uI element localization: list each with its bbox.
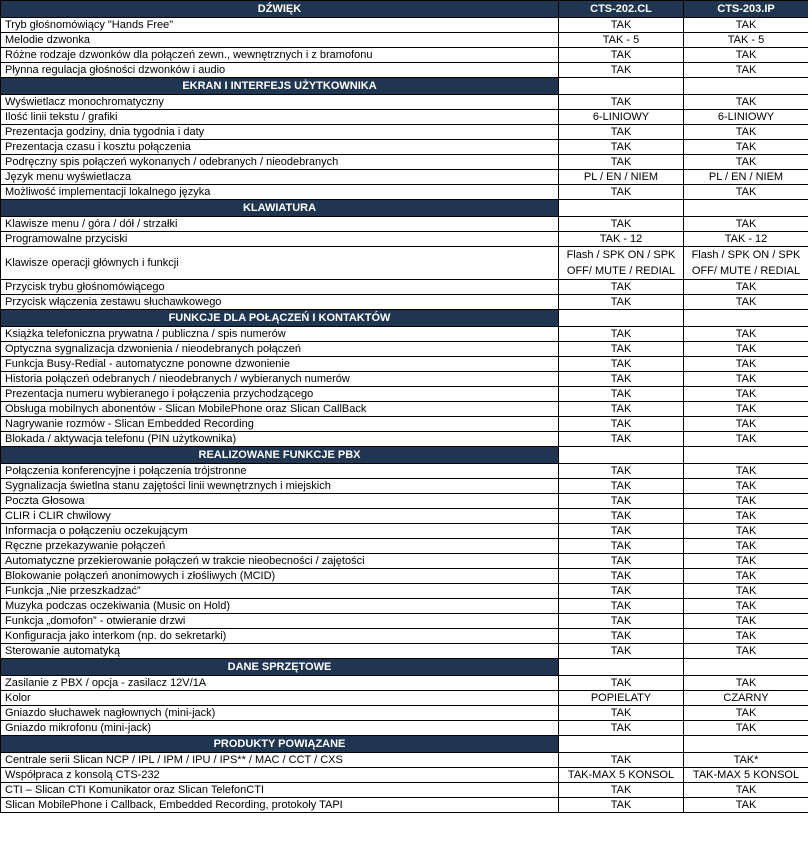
table-row [1,569,808,584]
cts-202-value: TAK [559,614,684,629]
feature-label: Współpraca z konsolą CTS-232 [1,768,559,783]
cts-202-value: TAK [559,783,684,798]
section-title: KLAWIATURA [1,200,559,217]
cts-202-value: TAK [559,140,684,155]
cts-203-value: TAK [684,280,808,295]
table-row [1,599,808,614]
feature-label: Klawisze menu / góra / dół / strzałki [1,217,559,232]
table-row [1,768,808,783]
column-header: CTS-203.IP [684,1,808,18]
cts-202-value: TAK [559,417,684,432]
table-row [1,140,808,155]
feature-label: Możliwość implementacji lokalnego języka [1,185,559,200]
section-title: PRODUKTY POWIĄZANE [1,736,559,753]
cts-202-value: TAK [559,432,684,447]
cts-203-value: Flash / SPK ON / SPK OFF/ MUTE / REDIAL [684,247,808,280]
cts-203-value: TAK [684,509,808,524]
cts-203-value: TAK [684,706,808,721]
cts-202-value: TAK [559,402,684,417]
feature-label: Poczta Głosowa [1,494,559,509]
cts-202-value: TAK [559,185,684,200]
table-row [1,753,808,768]
cts-202-value: TAK [559,584,684,599]
empty-header-cell [559,310,684,327]
feature-label: Kolor [1,691,559,706]
cts-203-value: TAK-MAX 5 KONSOL [684,768,808,783]
feature-label: Informacja o połączeniu oczekującym [1,524,559,539]
cts-202-value: 6-LINIOWY [559,110,684,125]
column-header: CTS-202.CL [559,1,684,18]
cts-203-value: TAK [684,48,808,63]
table-row [1,509,808,524]
cts-202-value: TAK [559,357,684,372]
cts-203-value: TAK [684,539,808,554]
cts-203-value: TAK [684,295,808,310]
feature-label: Połączenia konferencyjne i połączenia trójstronne [1,464,559,479]
cts-203-value: TAK - 5 [684,33,808,48]
section-header [1,1,808,18]
cts-202-value: TAK [559,18,684,33]
section-header [1,736,808,753]
table-row [1,524,808,539]
cts-202-value: TAK [559,629,684,644]
feature-label: Slican MobilePhone i Callback, Embedded Recording, protokoły TAPI [1,798,559,813]
cts-202-value: TAK [559,327,684,342]
cts-202-value: TAK [559,387,684,402]
cts-203-value: TAK [684,217,808,232]
feature-label: Muzyka podczas oczekiwania (Music on Hold) [1,599,559,614]
empty-header-cell [684,200,808,217]
feature-label: Podręczny spis połączeń wykonanych / odebranych / nieodebranych [1,155,559,170]
cts-203-value: TAK [684,417,808,432]
table-row [1,584,808,599]
feature-label: Płynna regulacja głośności dzwonków i audio [1,63,559,78]
cts-203-value: TAK [684,432,808,447]
cts-203-value: TAK [684,372,808,387]
spec-table-body [1,1,808,813]
cts-202-value: TAK [559,554,684,569]
cts-202-value: TAK [559,524,684,539]
table-row [1,554,808,569]
feature-label: Wyświetlacz monochromatyczny [1,95,559,110]
cts-203-value: TAK [684,95,808,110]
feature-label: CTI – Slican CTI Komunikator oraz Slican TelefonCTI [1,783,559,798]
cts-203-value: TAK [684,155,808,170]
feature-label: Konfiguracja jako interkom (np. do sekretarki) [1,629,559,644]
feature-label: Obsługa mobilnych abonentów - Slican MobilePhone oraz Slican CallBack [1,402,559,417]
cts-203-value: TAK [684,18,808,33]
feature-label: Język menu wyświetlacza [1,170,559,185]
table-row [1,614,808,629]
cts-202-value: TAK [559,280,684,295]
feature-label: Klawisze operacji głównych i funkcji [1,247,559,280]
cts-202-value: PL / EN / NIEM [559,170,684,185]
cts-202-value: TAK [559,155,684,170]
cts-203-value: TAK [684,140,808,155]
cts-202-value: TAK [559,509,684,524]
cts-202-value: TAK [559,599,684,614]
table-row [1,110,808,125]
feature-label: Funkcja „Nie przeszkadzać” [1,584,559,599]
cts-202-value: TAK [559,753,684,768]
feature-label: Funkcja Busy-Redial - automatyczne ponowne dzwonienie [1,357,559,372]
cts-202-value: TAK [559,479,684,494]
empty-header-cell [559,78,684,95]
empty-header-cell [684,659,808,676]
cts-203-value: CZARNY [684,691,808,706]
cts-203-value: TAK [684,357,808,372]
cts-202-value: TAK - 12 [559,232,684,247]
feature-label: Automatyczne przekierowanie połączeń w trakcie nieobecności / zajętości [1,554,559,569]
empty-header-cell [684,78,808,95]
cts-203-value: TAK [684,479,808,494]
cts-203-value: TAK [684,584,808,599]
cts-202-value: TAK [559,706,684,721]
cts-202-value: TAK [559,125,684,140]
table-row [1,387,808,402]
table-row [1,95,808,110]
table-row [1,417,808,432]
cts-202-value: TAK [559,798,684,813]
feature-label: Prezentacja numeru wybieranego i połączenia przychodzącego [1,387,559,402]
feature-label: Ilość linii tekstu / grafiki [1,110,559,125]
table-row [1,676,808,691]
feature-label: Nagrywanie rozmów - Slican Embedded Recording [1,417,559,432]
table-row [1,217,808,232]
feature-label: Blokada / aktywacja telefonu (PIN użytkownika) [1,432,559,447]
cts-203-value: TAK [684,494,808,509]
feature-label: Funkcja „domofon” - otwieranie drzwi [1,614,559,629]
feature-label: Programowalne przyciski [1,232,559,247]
section-title: EKRAN I INTERFEJS UŻYTKOWNIKA [1,78,559,95]
feature-label: Ręczne przekazywanie połączeń [1,539,559,554]
table-row [1,644,808,659]
feature-label: Centrale serii Slican NCP / IPL / IPM / IPU / IPS** / MAC / CCT / CXS [1,753,559,768]
table-row [1,721,808,736]
section-header [1,200,808,217]
empty-header-cell [684,447,808,464]
cts-203-value: TAK [684,798,808,813]
section-title: REALIZOWANE FUNKCJE PBX [1,447,559,464]
table-row [1,494,808,509]
cts-203-value: TAK [684,327,808,342]
cts-203-value: TAK [684,629,808,644]
table-row [1,479,808,494]
table-row [1,464,808,479]
table-row [1,372,808,387]
table-row [1,280,808,295]
feature-label: Historia połączeń odebranych / nieodebranych / wybieranych numerów [1,372,559,387]
table-row [1,402,808,417]
table-row [1,691,808,706]
empty-header-cell [559,447,684,464]
cts-202-value: TAK [559,644,684,659]
section-header [1,447,808,464]
section-title: DANE SPRZĘTOWE [1,659,559,676]
empty-header-cell [684,736,808,753]
cts-203-value: TAK - 12 [684,232,808,247]
cts-203-value: TAK [684,599,808,614]
table-row [1,33,808,48]
feature-label: Gniazdo mikrofonu (mini-jack) [1,721,559,736]
feature-label: Zasilanie z PBX / opcja - zasilacz 12V/1A [1,676,559,691]
feature-label: Różne rodzaje dzwonków dla połączeń zewn., wewnętrznych i z bramofonu [1,48,559,63]
feature-label: CLIR i CLIR chwilowy [1,509,559,524]
cts-203-value: TAK [684,569,808,584]
table-row [1,18,808,33]
cts-202-value: TAK [559,48,684,63]
cts-202-value: TAK [559,95,684,110]
table-row [1,798,808,813]
cts-202-value: TAK [559,721,684,736]
table-row [1,342,808,357]
cts-203-value: TAK [684,63,808,78]
table-row [1,155,808,170]
table-row [1,327,808,342]
empty-header-cell [684,310,808,327]
feature-label: Prezentacja czasu i kosztu połączenia [1,140,559,155]
cts-202-value: TAK [559,217,684,232]
section-header [1,310,808,327]
table-row [1,170,808,185]
table-row [1,539,808,554]
feature-label: Blokowanie połączeń anonimowych i złośliwych (MCID) [1,569,559,584]
feature-label: Książka telefoniczna prywatna / publiczna / spis numerów [1,327,559,342]
cts-203-value: TAK [684,185,808,200]
cts-203-value: TAK [684,554,808,569]
cts-202-value: TAK [559,372,684,387]
feature-label: Optyczna sygnalizacja dzwonienia / nieodebranych połączeń [1,342,559,357]
table-row [1,247,808,280]
cts-203-value: PL / EN / NIEM [684,170,808,185]
feature-label: Gniazdo słuchawek nagłownych (mini-jack) [1,706,559,721]
table-row [1,432,808,447]
table-row [1,706,808,721]
cts-202-value: TAK-MAX 5 KONSOL [559,768,684,783]
cts-202-value: TAK [559,494,684,509]
feature-label: Sygnalizacja świetlna stanu zajętości linii wewnętrznych i miejskich [1,479,559,494]
cts-202-value: TAK - 5 [559,33,684,48]
cts-203-value: TAK [684,721,808,736]
feature-label: Melodie dzwonka [1,33,559,48]
feature-label: Przycisk trybu głośnomówiącego [1,280,559,295]
cts-203-value: TAK [684,464,808,479]
table-row [1,629,808,644]
cts-203-value: TAK [684,644,808,659]
cts-203-value: TAK [684,783,808,798]
table-row [1,232,808,247]
cts-203-value: TAK [684,524,808,539]
table-row [1,783,808,798]
table-row [1,295,808,310]
cts-202-value: Flash / SPK ON / SPK OFF/ MUTE / REDIAL [559,247,684,280]
feature-label: Prezentacja godziny, dnia tygodnia i daty [1,125,559,140]
cts-202-value: TAK [559,63,684,78]
table-row [1,48,808,63]
section-title: DŹWIĘK [1,1,559,18]
cts-203-value: TAK* [684,753,808,768]
cts-202-value: TAK [559,342,684,357]
cts-202-value: TAK [559,539,684,554]
section-title: FUNKCJE DLA POŁĄCZEŃ I KONTAKTÓW [1,310,559,327]
feature-label: Tryb głośnomówiący "Hands Free" [1,18,559,33]
empty-header-cell [559,736,684,753]
table-row [1,357,808,372]
feature-label: Przycisk włączenia zestawu słuchawkowego [1,295,559,310]
cts-203-value: TAK [684,387,808,402]
table-row [1,63,808,78]
cts-203-value: TAK [684,125,808,140]
cts-202-value: TAK [559,295,684,310]
cts-202-value: POPIELATY [559,691,684,706]
cts-203-value: TAK [684,614,808,629]
table-row [1,185,808,200]
cts-202-value: TAK [559,676,684,691]
empty-header-cell [559,659,684,676]
cts-202-value: TAK [559,464,684,479]
section-header [1,78,808,95]
cts-203-value: TAK [684,342,808,357]
table-row [1,125,808,140]
cts-202-value: TAK [559,569,684,584]
cts-203-value: 6-LINIOWY [684,110,808,125]
cts-203-value: TAK [684,402,808,417]
section-header [1,659,808,676]
feature-label: Sterowanie automatyką [1,644,559,659]
empty-header-cell [559,200,684,217]
cts-203-value: TAK [684,676,808,691]
